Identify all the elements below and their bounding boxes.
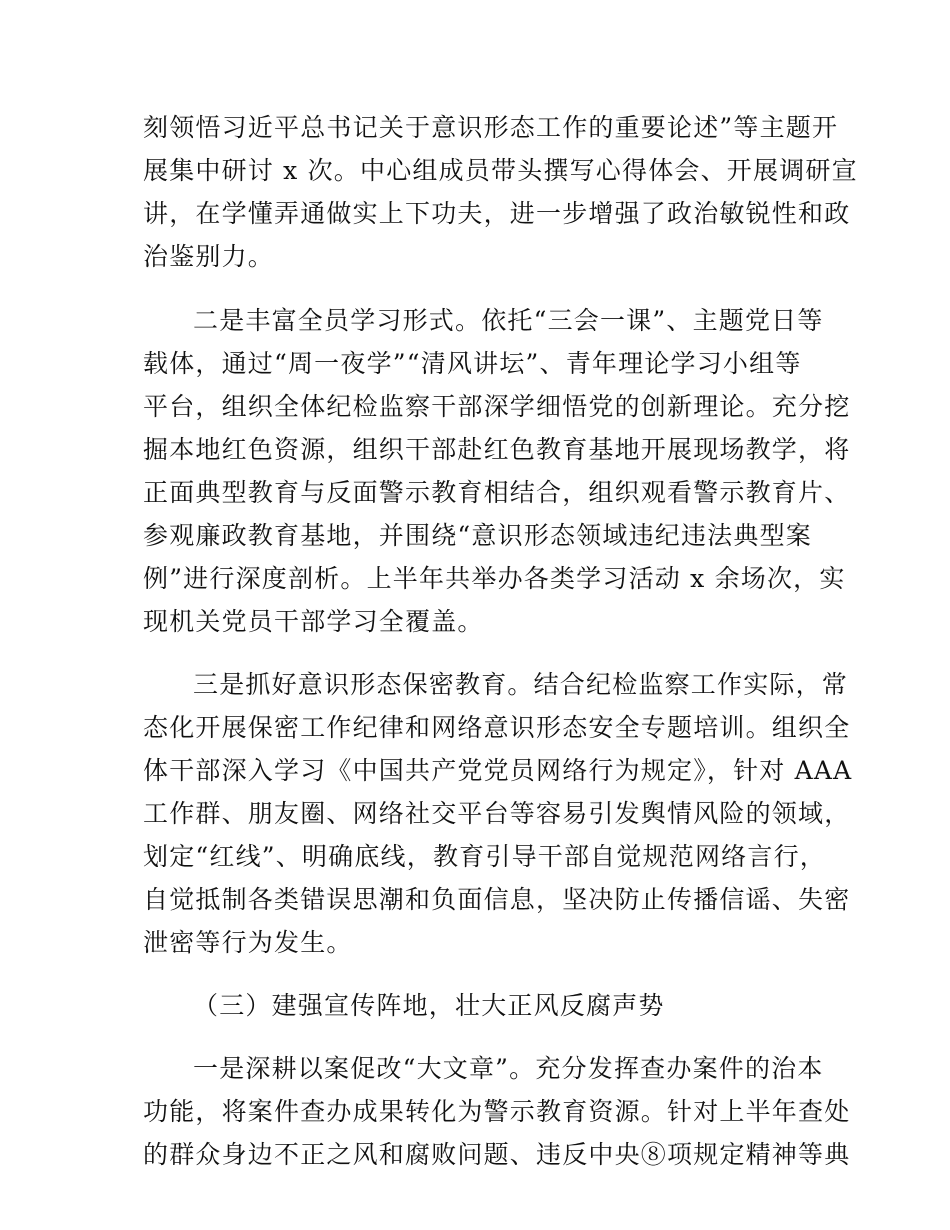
text-line: 泄密等行为发生。 — [143, 928, 353, 957]
text-line: 功能，将案件查办成果转化为警示教育资源。针对上半年查处 — [143, 1097, 851, 1126]
text-line: 现机关党员干部学习全覆盖。 — [143, 607, 484, 636]
text-line: 体干部深入学习《中国共产党党员网络行为规定》，针对 AAA — [143, 756, 853, 785]
text-line: 例”进行深度剖析。上半年共举办各类学习活动 x 余场次，实 — [143, 564, 846, 593]
text-line: 掘本地红色资源，组织干部赴红色教育基地开展现场教学，将 — [143, 435, 851, 464]
text-line: 的群众身边不正之风和腐败问题、违反中央⑧项规定精神等典 — [143, 1140, 851, 1169]
paragraph-first-line: 二是丰富全员学习形式。依托“三会一课”、主题党日等 — [193, 306, 824, 335]
text-line: 讲，在学懂弄通做实上下功夫，进一步增强了政治敏锐性和政 — [143, 199, 851, 228]
text-line: 自觉抵制各类错误思潮和负面信息，坚决防止传播信谣、失密 — [143, 885, 851, 914]
text-line: 正面典型教育与反面警示教育相结合，组织观看警示教育片、 — [143, 478, 851, 507]
text-line: 治鉴别力。 — [143, 242, 275, 271]
text-line: 刻领悟习近平总书记关于意识形态工作的重要论述”等主题开 — [143, 113, 839, 142]
paragraph-first-line: 三是抓好意识形态保密教育。结合纪检监察工作实际，常 — [193, 670, 849, 699]
text-line: 划定“红线”、明确底线，教育引导干部自觉规范网络言行， — [143, 842, 826, 871]
text-line: 工作群、朋友圈、网络社交平台等容易引发舆情风险的领域， — [143, 799, 851, 828]
paragraph-first-line: 一是深耕以案促改“大文章”。充分发挥查办案件的治本 — [193, 1054, 824, 1083]
text-line: 平台，组织全体纪检监察干部深学细悟党的创新理论。充分挖 — [143, 392, 851, 421]
section-heading: （三）建强宣传阵地，壮大正风反腐声势 — [193, 991, 665, 1020]
text-line: 参观廉政教育基地，并围绕“意识形态领域违纪违法典型案 — [143, 521, 812, 550]
text-line: 展集中研讨 x 次。中心组成员带头撰写心得体会、开展调研宣 — [143, 156, 858, 185]
text-line: 态化开展保密工作纪律和网络意识形态安全专题培训。组织全 — [143, 713, 851, 742]
text-line: 载体，通过“周一夜学”“清风讲坛”、青年理论学习小组等 — [143, 349, 802, 378]
